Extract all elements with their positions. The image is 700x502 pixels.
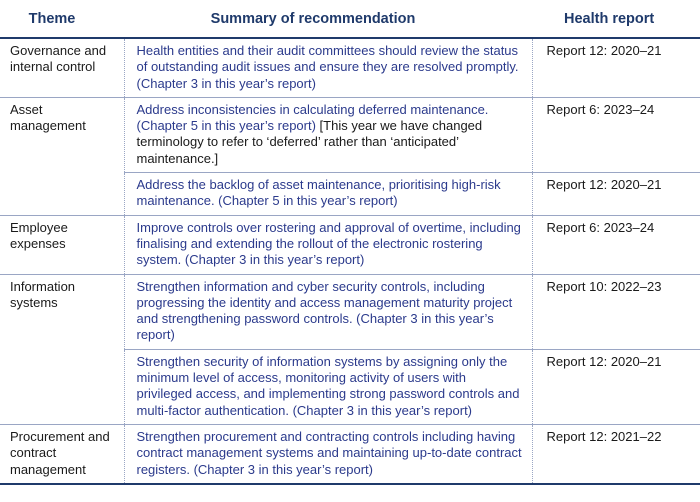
theme-cell: Procurement and contract management xyxy=(0,424,124,483)
summary-cell xyxy=(124,349,532,424)
table-row xyxy=(0,38,700,97)
theme-header: Theme xyxy=(0,0,124,38)
report-cell: Report 12: 2021–22 xyxy=(532,424,700,483)
table-row xyxy=(0,215,700,274)
summary-text: Strengthen information and cyber security controls, including progressing the identity and access management maturity project and strengthening password controls. (Chapter 3 in this year’s report) xyxy=(136,278,513,343)
summary-text: Health entities and their audit committees should review the status of outstanding audit issues and ensure they are resolved promptly. (Chapter 3 in this year’s report) xyxy=(136,43,519,91)
summary-text: Improve controls over rostering and approval of overtime, including finalising and extending the rollout of the electronic rostering system. (Chapter 3 in this year’s report) xyxy=(136,219,521,268)
summary-cell xyxy=(124,173,532,216)
summary-text: Strengthen security of information systems by assigning only the minimum level of access, monitoring activity of users with privileged access, and implementing strong password controls and multi-factor authentication. (Chapter 3 in this year’s report) xyxy=(136,353,520,418)
report-cell: Report 6: 2023–24 xyxy=(532,215,700,274)
summary-cell xyxy=(124,38,532,97)
theme-cell: Asset management xyxy=(0,97,124,215)
summary-cell xyxy=(124,424,532,483)
summary-header: Summary of recommendation xyxy=(124,0,532,38)
theme-cell: Employee expenses xyxy=(0,215,124,274)
summary-cell xyxy=(124,215,532,274)
header-row xyxy=(0,0,700,38)
report-cell: Report 6: 2023–24 xyxy=(532,97,700,172)
theme-cell: Information systems xyxy=(0,274,124,424)
summary-cell xyxy=(124,274,532,349)
report-cell: Report 12: 2020–21 xyxy=(532,349,700,424)
report-header: Health report xyxy=(532,0,700,38)
summary-text: Address inconsistencies in calculating deferred maintenance. (Chapter 5 in this year’s report) xyxy=(136,101,489,134)
report-cell: Report 12: 2020–21 xyxy=(532,173,700,216)
table-row xyxy=(0,274,700,349)
report-cell: Report 10: 2022–23 xyxy=(532,274,700,349)
summary-note: [This year we have changed terminology to refer to ‘deferred’ rather than ‘anticipated’ maintenance.] xyxy=(136,118,483,166)
summary-cell xyxy=(124,97,532,172)
summary-text: Strengthen procurement and contracting controls including having contract management systems and maintaining up-to-date contract registers. (Chapter 3 in this year’s report) xyxy=(136,428,522,477)
table-row xyxy=(0,97,700,172)
report-cell: Report 12: 2020–21 xyxy=(532,38,700,97)
table-row xyxy=(0,424,700,483)
theme-cell: Governance and internal control xyxy=(0,38,124,97)
summary-text: Address the backlog of asset maintenance, prioritising high-risk maintenance. (Chapter 5 in this year’s report) xyxy=(136,177,501,209)
